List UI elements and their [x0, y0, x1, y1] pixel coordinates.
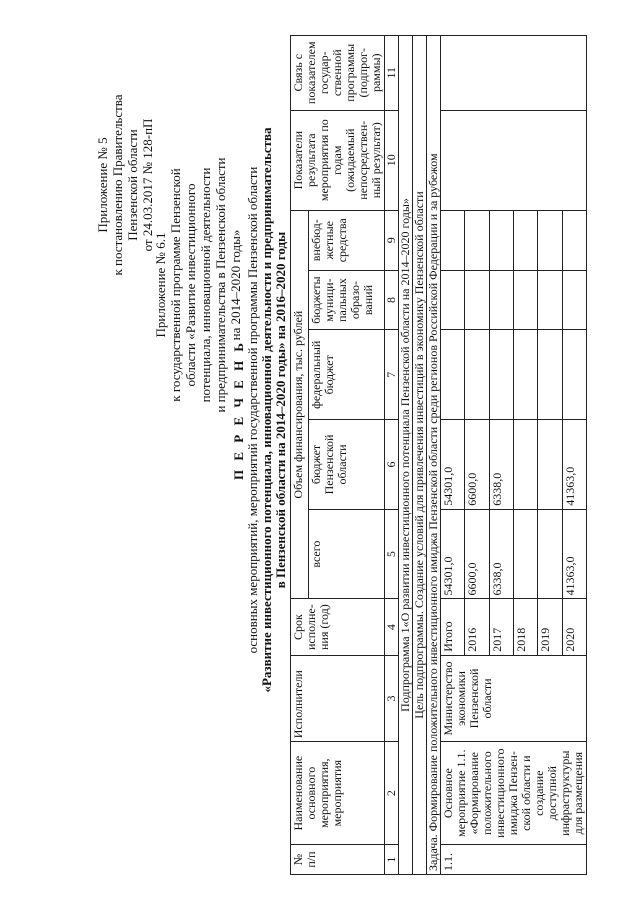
regional-cell: 41363,0 [562, 420, 586, 510]
subprogram-title: Подпрограмма 1«О развитии инвестиционного потенциала Пензенской области на 2014–2020 годы» [399, 36, 413, 875]
total-cell: 41363,0 [562, 509, 586, 599]
header-extrabudget: внебюд-жетные средства [308, 210, 384, 270]
appendix-6-1-header [153, 135, 243, 435]
item-name: Основное мероприятие 1.1. «Формирование положительного инвестиционного имиджа Пензен-ской области и создание доступной инфраструктуры для размещения [441, 742, 587, 845]
indicator-cell [441, 110, 587, 210]
header-row [291, 36, 309, 875]
appendix-6-1-line: и предпринимательства в Пензенской области [213, 157, 228, 413]
municipal-cell [538, 270, 562, 330]
extrabudget-cell [441, 210, 465, 270]
federal-cell [465, 330, 489, 420]
appendix-5-line: к постановлению Правительства [110, 94, 125, 276]
appendix-5-date: от 24.03.2017 № 128-пП [140, 118, 155, 252]
year-cell: 2016 [465, 599, 489, 655]
column-number: 11 [385, 36, 399, 111]
column-number: 9 [385, 210, 399, 270]
table-row [441, 36, 465, 875]
header-funding: Объем финансирования, тыс. рублей [291, 210, 309, 599]
extrabudget-cell [489, 210, 513, 270]
header-regional: бюджет Пензенской области [308, 420, 384, 510]
measures-table [290, 35, 587, 875]
column-number: 6 [385, 420, 399, 510]
municipal-cell [489, 270, 513, 330]
header-municipal: бюджеты муници-пальных образо-ваний [308, 270, 384, 330]
year-cell: 2019 [538, 599, 562, 655]
total-cell [513, 509, 537, 599]
header-term: Срок исполне-ния (год) [291, 599, 385, 655]
header-indicators: Показатели результата мероприятия по годам (ожидаемый непосредствен-ный результат) [291, 110, 385, 210]
header-executors: Исполнители [291, 655, 385, 741]
column-number: 1 [385, 845, 399, 875]
title-line-bold: в Пензенской области на 2014–2020 годы» на 2016–2020 годы [273, 231, 288, 589]
appendix-5-header [95, 65, 155, 305]
regional-cell: 6338,0 [489, 420, 513, 510]
subprogram-task: Задача. Формирование положительного инвестиционного имиджа Пензенской области среди регионов Российской Федерации и за рубежом [427, 36, 441, 875]
subprogram-goal: Цель подпрограммы. Создание условий для привлечения инвестиций в экономику Пензенской области [413, 36, 427, 875]
header-num: № п/п [291, 845, 385, 875]
column-number: 3 [385, 655, 399, 741]
extrabudget-cell [465, 210, 489, 270]
appendix-6-1-line: к государственной программе Пензенской [168, 168, 183, 402]
column-number: 2 [385, 742, 399, 845]
appendix-6-1-line: потенциала, инновационной деятельности [198, 167, 213, 403]
federal-cell [441, 330, 465, 420]
item-executor: Министерство экономики Пензенской области [441, 655, 587, 741]
year-cell: 2020 [562, 599, 586, 655]
regional-cell [513, 420, 537, 510]
column-number-row [385, 36, 399, 875]
title-heading: П Е Р Е Ч Е Н Ь [231, 339, 246, 481]
appendix-6-1-number: Приложение № 6.1 [153, 232, 168, 338]
link-cell [441, 36, 587, 111]
extrabudget-cell [562, 210, 586, 270]
municipal-cell [513, 270, 537, 330]
header-link: Связь с показателем государ-ственной программы (подпрог-раммы) [291, 36, 385, 111]
document-title [232, 35, 288, 785]
appendix-6-1-line: на 2014–2020 годы» [228, 229, 243, 341]
appendix-5-number: Приложение № 5 [95, 137, 110, 233]
year-cell: 2018 [513, 599, 537, 655]
header-federal: федеральный бюджет [308, 330, 384, 420]
column-number: 4 [385, 599, 399, 655]
title-line: основных мероприятий, мероприятий государственной программы Пензенской области [245, 166, 260, 654]
column-number: 7 [385, 330, 399, 420]
municipal-cell [441, 270, 465, 330]
total-cell: 6600,0 [465, 509, 489, 599]
municipal-cell [465, 270, 489, 330]
header-total: всего [308, 509, 384, 599]
regional-cell: 54301,0 [441, 420, 465, 510]
column-number: 5 [385, 509, 399, 599]
federal-cell [562, 330, 586, 420]
appendix-6-1-line: области «Развитие инвестиционного [183, 183, 198, 387]
task-row [427, 36, 441, 875]
year-cell: 2017 [489, 599, 513, 655]
total-cell: 54301,0 [441, 509, 465, 599]
header-name: Наименование основного мероприятия, мероприятия [291, 742, 385, 845]
goal-row [413, 36, 427, 875]
federal-cell [513, 330, 537, 420]
extrabudget-cell [513, 210, 537, 270]
regional-cell: 6600,0 [465, 420, 489, 510]
federal-cell [489, 330, 513, 420]
regional-cell [538, 420, 562, 510]
total-cell: 6338,0 [489, 509, 513, 599]
subprogram-row [399, 36, 413, 875]
municipal-cell [562, 270, 586, 330]
title-line-bold: «Развитие инвестиционного потенциала, инновационной деятельности и предпринимательства [259, 127, 274, 693]
item-number: 1.1. [441, 845, 587, 875]
total-cell [538, 509, 562, 599]
federal-cell [538, 330, 562, 420]
extrabudget-cell [538, 210, 562, 270]
year-cell: Итого [441, 599, 465, 655]
column-number: 8 [385, 270, 399, 330]
column-number: 10 [385, 110, 399, 210]
appendix-5-line: Пензенской области [125, 129, 140, 241]
